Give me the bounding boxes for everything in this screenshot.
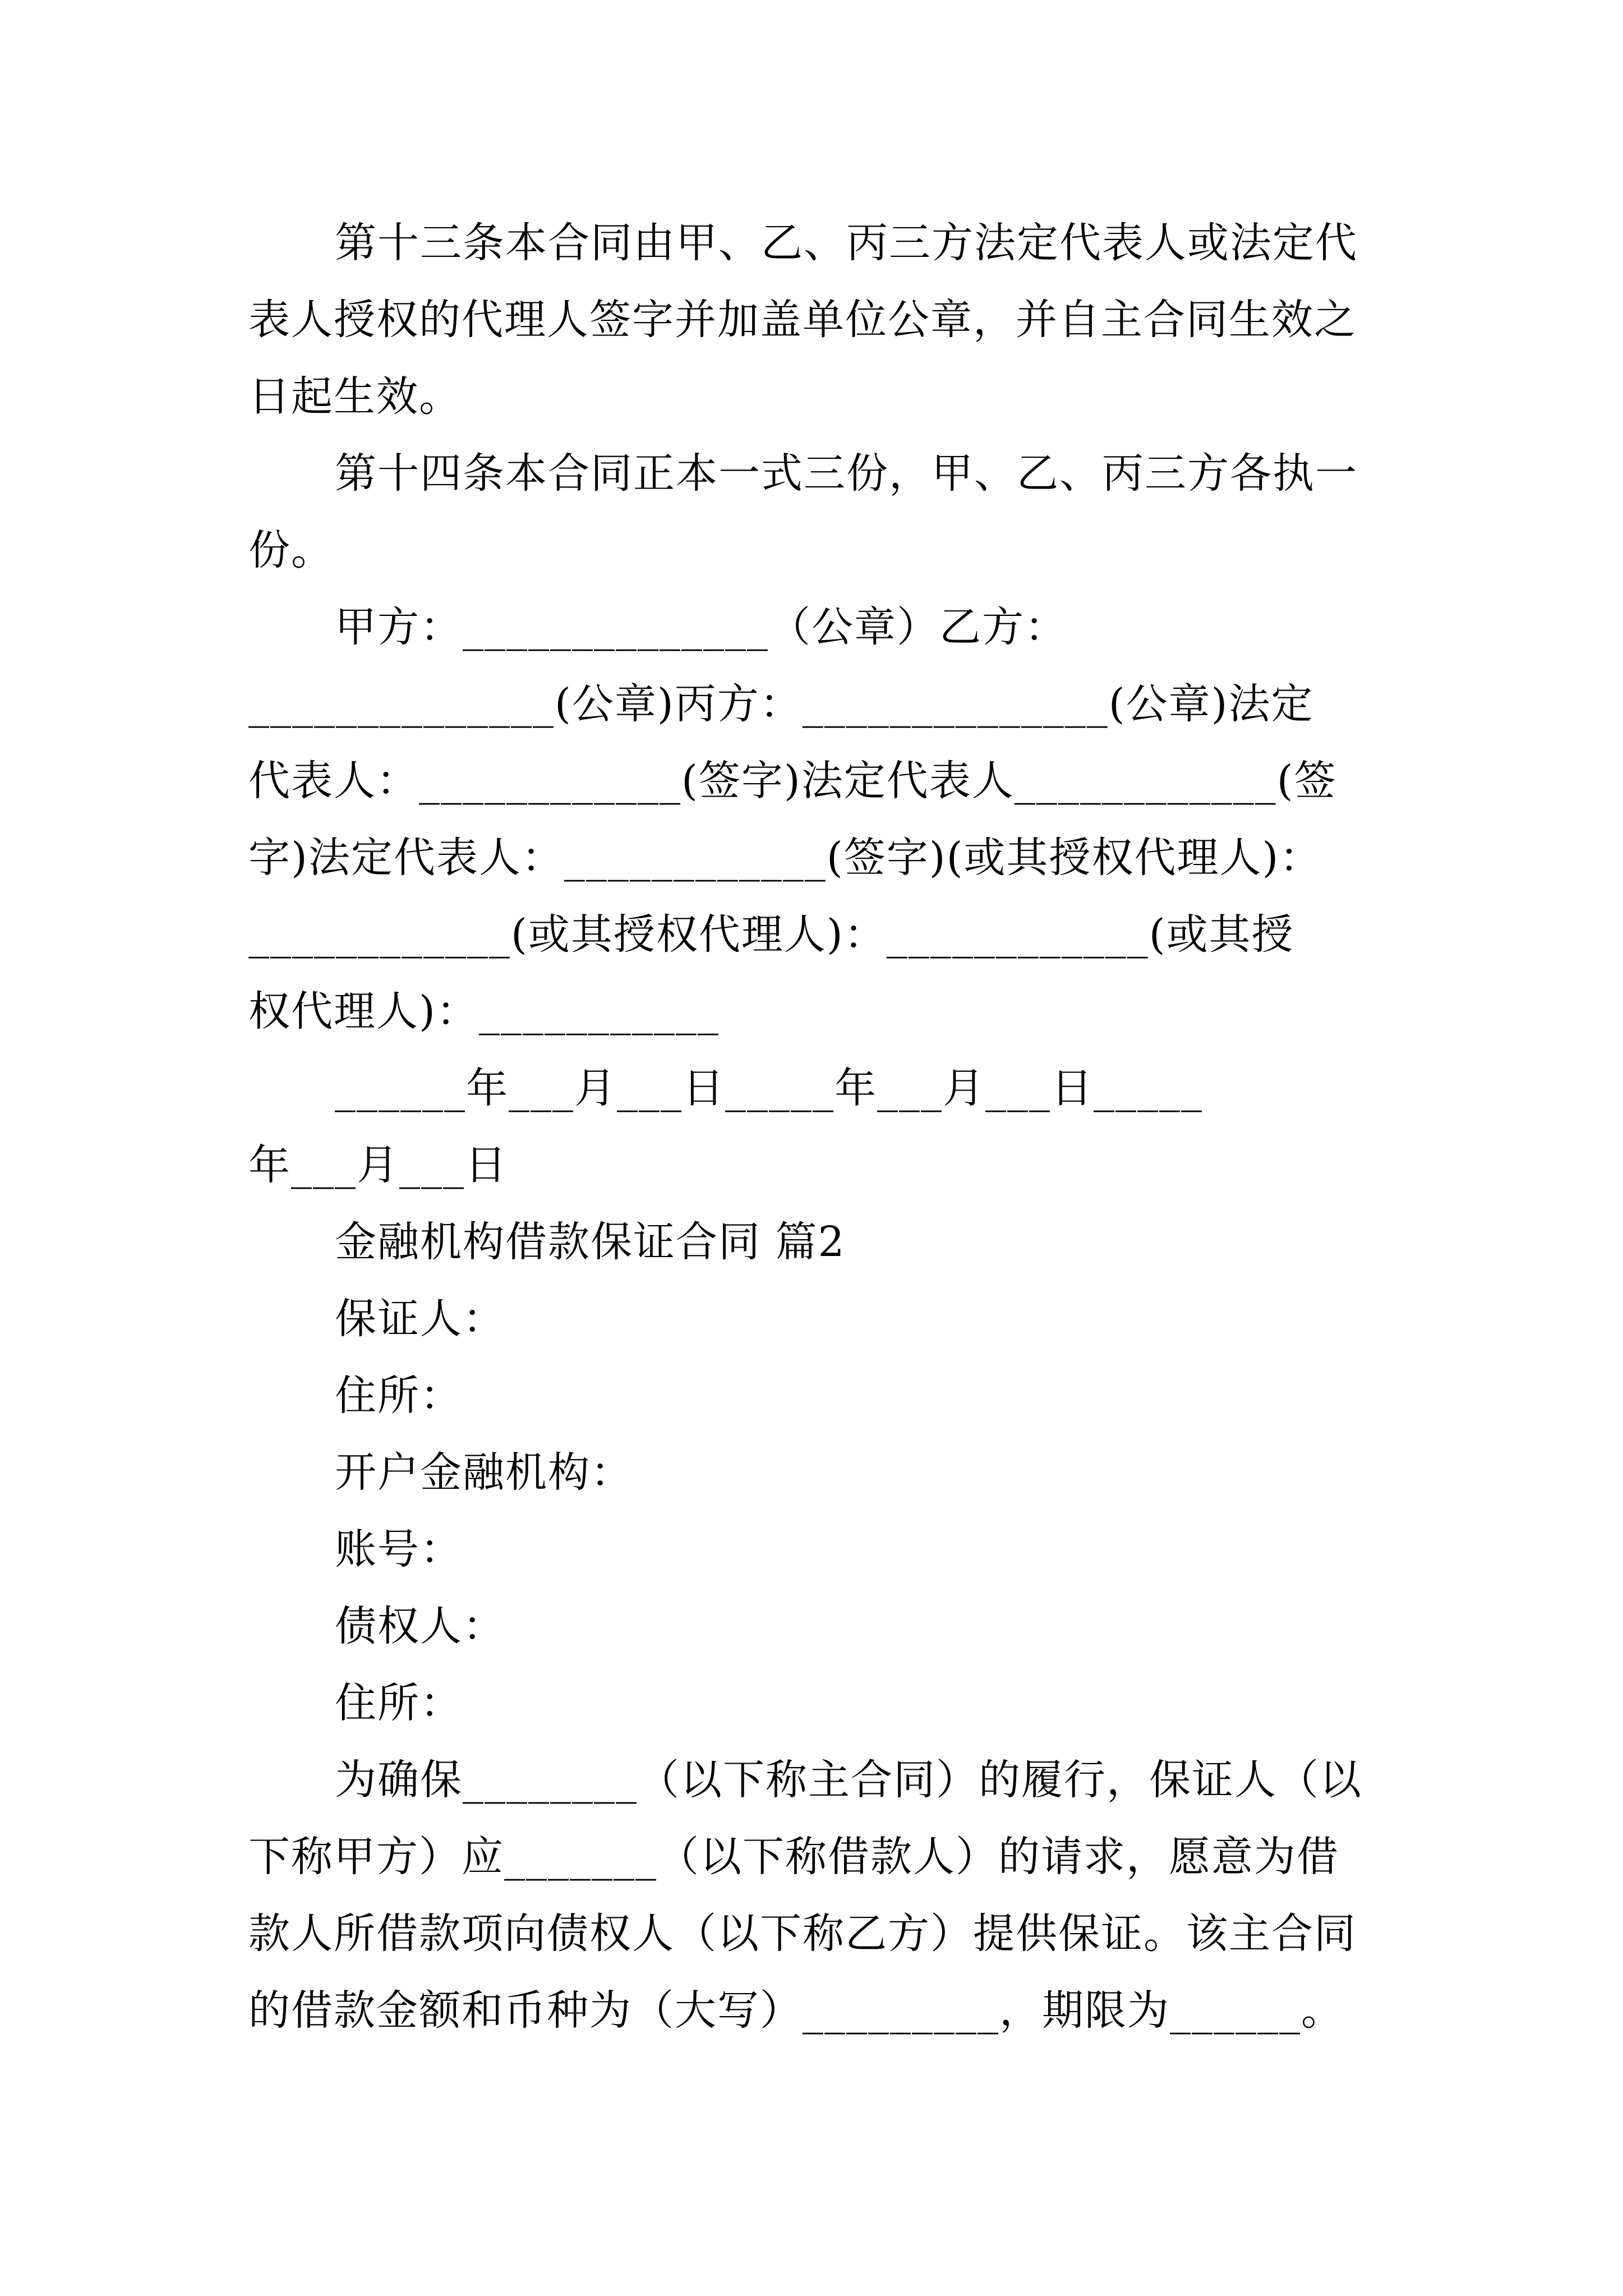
signature-line: 甲方：______________（公章）乙方：: [335, 603, 1067, 651]
signature-line: ______________(公章)丙方：______________(公章)法定: [248, 680, 1314, 728]
text-line: 第十四条本合同正本一式三份，甲、乙、丙三方各执一: [335, 449, 1358, 498]
signature-line: ____________(或其授权代理人)：____________(或其授: [248, 910, 1294, 959]
field-creditor: 债权人：: [335, 1602, 505, 1650]
signature-line: 字)法定代表人：____________(签字)(或其授权代理人)：: [248, 834, 1322, 882]
text-line: 下称甲方）应_______（以下称借款人）的请求，愿意为借: [248, 1833, 1339, 1881]
text-line: 款人所借款项向债权人（以下称乙方）提供保证。该主合同: [248, 1910, 1357, 1958]
text-line: 表人授权的代理人签字并加盖单位公章，并自主合同生效之: [248, 296, 1357, 344]
text-line: 的借款金额和币种为（大写）_________，期限为______。: [248, 1986, 1344, 2035]
field-bank: 开户金融机构：: [335, 1448, 633, 1497]
date-line: ______年___月___日_____年___月___日_____: [335, 1064, 1203, 1112]
text-line: 份。: [248, 526, 334, 574]
field-address: 住所：: [335, 1372, 463, 1420]
field-guarantor: 保证人：: [335, 1295, 505, 1343]
section-title: 金融机构借款保证合同 篇2: [335, 1218, 846, 1266]
signature-line: 代表人：____________(签字)法定代表人____________(签: [248, 757, 1337, 805]
date-line: 年___月___日: [248, 1141, 508, 1189]
field-account: 账号：: [335, 1525, 463, 1573]
field-address: 住所：: [335, 1679, 463, 1727]
document-page: [248, 205, 1393, 2049]
text-line: 日起生效。: [248, 372, 462, 421]
text-line: 第十三条本合同由甲、乙、丙三方法定代表人或法定代: [335, 219, 1358, 267]
text-line: 为确保________（以下称主合同）的履行，保证人（以: [335, 1756, 1362, 1804]
signature-line: 权代理人)：___________: [248, 987, 720, 1036]
